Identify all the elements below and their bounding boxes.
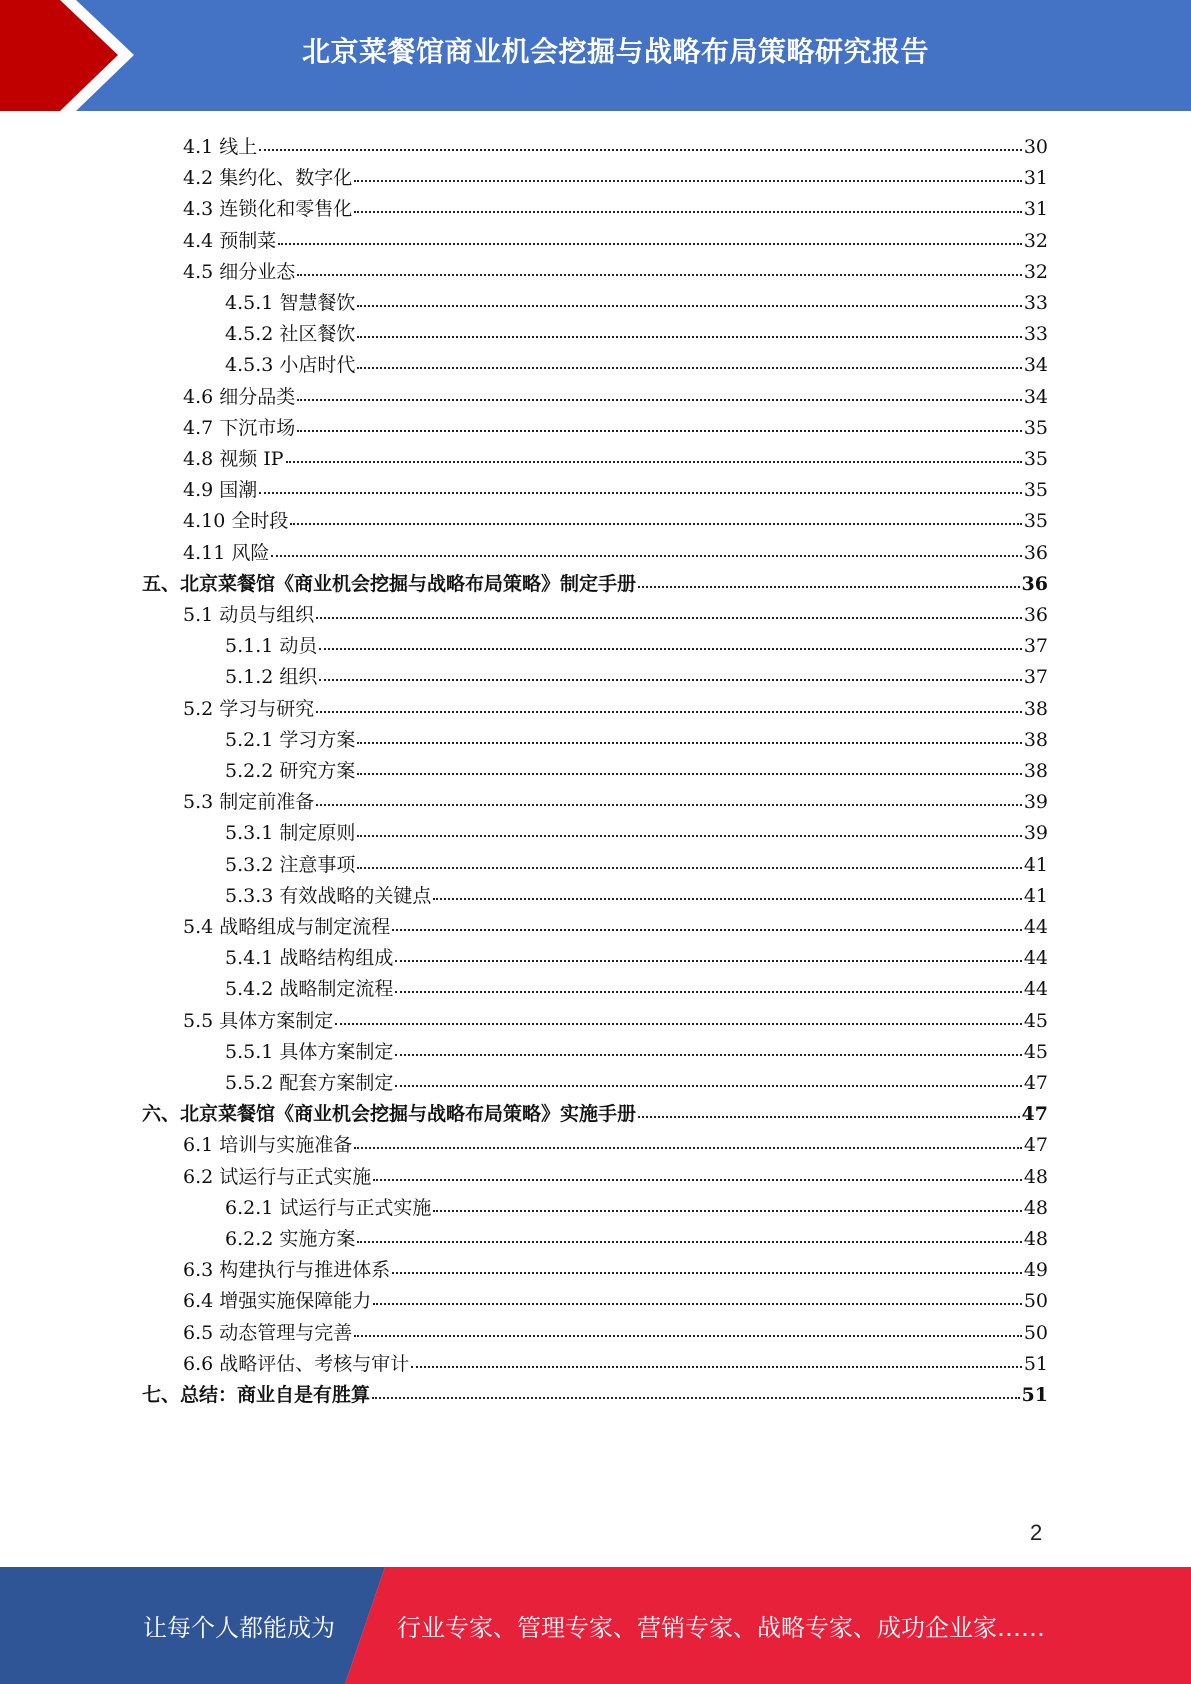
toc-dot-leader <box>395 1085 1021 1087</box>
toc-entry-page: 47 <box>1021 1103 1048 1126</box>
toc-section-entry[interactable] <box>183 907 1048 938</box>
toc-dot-leader <box>373 1303 1022 1305</box>
toc-entry-page: 51 <box>1023 1352 1048 1375</box>
toc-entry-page: 30 <box>1023 136 1048 158</box>
toc-dot-leader <box>392 929 1022 931</box>
toc-entry-page: 48 <box>1023 1196 1048 1219</box>
toc-section-entry[interactable] <box>183 127 1048 158</box>
toc-section-entry[interactable] <box>183 189 1048 220</box>
toc-entry-label: 五、北京菜餐馆《商业机会挖掘与战略布局策略》制定手册 <box>142 572 637 595</box>
toc-dot-leader <box>357 367 1021 369</box>
toc-dot-leader <box>357 742 1021 744</box>
toc-entry-page: 48 <box>1023 1228 1048 1250</box>
toc-entry-page: 33 <box>1023 292 1048 314</box>
toc-dot-leader <box>373 1179 1022 1181</box>
toc-entry-label: 4.10 全时段 <box>183 510 289 533</box>
toc-entry-page: 50 <box>1023 1290 1048 1313</box>
toc-entry-label: 5.2 学习与研究 <box>183 697 315 720</box>
page-number: 2 <box>1030 1520 1043 1545</box>
toc-entry-label: 6.3 构建执行与推进体系 <box>183 1259 391 1282</box>
toc-dot-leader <box>372 1397 1020 1399</box>
toc-section-entry[interactable] <box>183 1313 1048 1344</box>
toc-entry-label: 4.3 连锁化和零售化 <box>183 198 353 221</box>
toc-subsection-entry[interactable] <box>225 969 1048 1000</box>
toc-entry-page: 44 <box>1023 978 1048 1001</box>
toc-entry-label: 5.2.2 研究方案 <box>225 760 356 782</box>
toc-section-entry[interactable] <box>183 1125 1048 1156</box>
toc-dot-leader <box>297 274 1022 276</box>
toc-section-entry[interactable] <box>183 782 1048 813</box>
toc-chapter-entry[interactable] <box>142 1375 1048 1406</box>
toc-entry-label: 4.8 视频 IP <box>183 448 284 470</box>
toc-entry-label: 5.5.1 具体方案制定 <box>225 1040 394 1063</box>
toc-entry-page: 33 <box>1023 323 1048 346</box>
toc-entry-label: 6.5 动态管理与完善 <box>183 1321 353 1344</box>
toc-dot-leader <box>638 1116 1020 1118</box>
toc-entry-label: 4.6 细分品类 <box>183 385 296 408</box>
toc-subsection-entry[interactable] <box>225 1219 1048 1250</box>
toc-entry-label: 5.4 战略组成与制定流程 <box>183 916 391 938</box>
toc-entry-page: 35 <box>1023 416 1048 439</box>
toc-entry-label: 4.11 风险 <box>183 541 270 564</box>
toc-dot-leader <box>278 243 1022 245</box>
toc-dot-leader <box>354 1335 1022 1337</box>
toc-entry-page: 49 <box>1023 1259 1048 1282</box>
toc-dot-leader <box>319 679 1021 681</box>
toc-dot-leader <box>297 430 1022 432</box>
toc-dot-leader <box>638 586 1020 588</box>
toc-section-entry[interactable] <box>183 221 1048 252</box>
toc-dot-leader <box>316 617 1022 619</box>
toc-entry-page: 39 <box>1023 791 1048 814</box>
toc-entry-label: 5.1.2 组织 <box>225 666 318 689</box>
toc-dot-leader <box>354 180 1022 182</box>
toc-entry-label: 6.1 培训与实施准备 <box>183 1134 353 1157</box>
toc-entry-label: 5.3 制定前准备 <box>183 791 315 814</box>
toc-entry-label: 5.4.1 战略结构组成 <box>225 947 394 970</box>
toc-entry-page: 41 <box>1023 884 1048 907</box>
toc-dot-leader <box>433 1210 1021 1212</box>
toc-subsection-entry[interactable] <box>225 1063 1048 1094</box>
toc-entry-label: 5.4.2 战略制定流程 <box>225 978 394 1001</box>
toc-entry-label: 5.5.2 配套方案制定 <box>225 1072 394 1094</box>
toc-entry-label: 4.5 细分业态 <box>183 260 296 283</box>
toc-dot-leader <box>259 149 1022 151</box>
toc-subsection-entry[interactable] <box>225 845 1048 876</box>
toc-chapter-entry[interactable] <box>142 564 1048 595</box>
toc-section-entry[interactable] <box>183 1281 1048 1312</box>
toc-entry-page: 39 <box>1023 822 1048 845</box>
toc-entry-page: 45 <box>1023 1040 1048 1063</box>
toc-subsection-entry[interactable] <box>225 751 1048 782</box>
toc-subsection-entry[interactable] <box>225 1188 1048 1219</box>
document-title: 北京菜餐馆商业机会挖掘与战略布局策略研究报告 <box>301 35 929 68</box>
toc-entry-page: 36 <box>1023 541 1048 564</box>
toc-entry-page: 38 <box>1023 760 1048 782</box>
toc-dot-leader <box>357 336 1021 338</box>
toc-dot-leader <box>357 867 1021 869</box>
toc-entry-page: 36 <box>1021 572 1048 595</box>
toc-entry-page: 37 <box>1023 635 1048 658</box>
toc-section-entry[interactable] <box>183 689 1048 720</box>
toc-entry-page: 38 <box>1023 728 1048 751</box>
toc-subsection-entry[interactable] <box>225 626 1048 657</box>
toc-dot-leader <box>354 211 1022 213</box>
toc-section-entry[interactable] <box>183 408 1048 439</box>
toc-entry-label: 5.3.2 注意事项 <box>225 853 356 876</box>
toc-dot-leader <box>357 773 1021 775</box>
toc-subsection-entry[interactable] <box>225 283 1048 314</box>
toc-section-entry[interactable] <box>183 501 1048 532</box>
toc-entry-page: 44 <box>1023 916 1048 938</box>
header-bar <box>0 0 1191 111</box>
toc-dot-leader <box>395 991 1021 993</box>
toc-entry-page: 31 <box>1023 167 1048 190</box>
toc-entry-label: 七、总结：商业自是有胜算 <box>142 1384 371 1406</box>
toc-section-entry[interactable] <box>183 1344 1048 1375</box>
toc-entry-page: 36 <box>1023 604 1048 626</box>
toc-entry-label: 4.1 线上 <box>183 136 258 158</box>
toc-section-entry[interactable] <box>183 158 1048 189</box>
toc-entry-label: 6.2.1 试运行与正式实施 <box>225 1196 432 1219</box>
footer-slogan-right: 行业专家、管理专家、营销专家、战略专家、成功企业家…… <box>397 1614 1045 1642</box>
toc-dot-leader <box>297 399 1022 401</box>
toc-entry-label: 4.5.2 社区餐饮 <box>225 323 356 346</box>
toc-entry-label: 5.5 具体方案制定 <box>183 1009 334 1032</box>
toc-entry-label: 5.3.3 有效战略的关键点 <box>225 884 432 907</box>
toc-subsection-entry[interactable] <box>225 813 1048 844</box>
toc-entry-page: 45 <box>1023 1009 1048 1032</box>
toc-dot-leader <box>411 1366 1022 1368</box>
footer-bar <box>0 1567 1191 1684</box>
toc-dot-leader <box>259 492 1022 494</box>
toc-section-entry[interactable] <box>183 439 1048 470</box>
toc-entry-label: 4.5.1 智慧餐饮 <box>225 292 356 314</box>
toc-dot-leader <box>354 1147 1022 1149</box>
toc-subsection-entry[interactable] <box>225 657 1048 688</box>
toc-entry-label: 6.4 增强实施保障能力 <box>183 1290 372 1313</box>
toc-entry-label: 5.1.1 动员 <box>225 635 318 658</box>
toc-entry-label: 4.2 集约化、数字化 <box>183 167 353 190</box>
toc-entry-page: 47 <box>1023 1072 1048 1094</box>
toc-dot-leader <box>395 1054 1021 1056</box>
toc-section-entry[interactable] <box>183 377 1048 408</box>
toc-entry-page: 41 <box>1023 853 1048 876</box>
toc-entry-label: 4.4 预制菜 <box>183 229 277 252</box>
toc-dot-leader <box>357 1241 1021 1243</box>
toc-entry-page: 51 <box>1021 1384 1048 1406</box>
toc-entry-label: 4.9 国潮 <box>183 479 258 502</box>
toc-entry-page: 35 <box>1023 510 1048 533</box>
toc-dot-leader <box>357 305 1021 307</box>
toc-entry-page: 44 <box>1023 947 1048 970</box>
toc-entry-page: 35 <box>1023 448 1048 470</box>
toc-entry-label: 4.5.3 小店时代 <box>225 354 356 377</box>
footer-slogan-left: 让每个人都能成为 <box>143 1614 335 1642</box>
toc-subsection-entry[interactable] <box>225 314 1048 345</box>
toc-dot-leader <box>357 835 1021 837</box>
toc-dot-leader <box>271 555 1021 557</box>
toc-entry-page: 47 <box>1023 1134 1048 1157</box>
toc-subsection-entry[interactable] <box>225 345 1048 376</box>
toc-dot-leader <box>433 898 1021 900</box>
toc-dot-leader <box>319 648 1021 650</box>
toc-entry-label: 六、北京菜餐馆《商业机会挖掘与战略布局策略》实施手册 <box>142 1103 637 1126</box>
toc-entry-page: 50 <box>1023 1321 1048 1344</box>
toc-entry-page: 32 <box>1023 260 1048 283</box>
toc-dot-leader <box>392 1272 1022 1274</box>
toc-entry-page: 34 <box>1023 385 1048 408</box>
chevron-logo-icon <box>0 0 160 111</box>
toc-entry-label: 6.2 试运行与正式实施 <box>183 1165 372 1188</box>
toc-entry-label: 6.6 战略评估、考核与审计 <box>183 1352 410 1375</box>
toc-subsection-entry[interactable] <box>225 876 1048 907</box>
toc-dot-leader <box>316 804 1022 806</box>
toc-section-entry[interactable] <box>183 1157 1048 1188</box>
toc-section-entry[interactable] <box>183 1001 1048 1032</box>
toc-entry-label: 5.1 动员与组织 <box>183 604 315 626</box>
toc-entry-page: 31 <box>1023 198 1048 221</box>
toc-dot-leader <box>335 1023 1022 1025</box>
toc-section-entry[interactable] <box>183 252 1048 283</box>
toc-dot-leader <box>395 960 1021 962</box>
toc-entry-page: 32 <box>1023 229 1048 252</box>
toc-subsection-entry[interactable] <box>225 938 1048 969</box>
toc-entry-page: 38 <box>1023 697 1048 720</box>
toc-entry-label: 5.3.1 制定原则 <box>225 822 356 845</box>
toc-subsection-entry[interactable] <box>225 1032 1048 1063</box>
toc-entry-label: 6.2.2 实施方案 <box>225 1228 356 1250</box>
toc-section-entry[interactable] <box>183 1250 1048 1281</box>
toc-entry-page: 34 <box>1023 354 1048 377</box>
toc-entry-page: 48 <box>1023 1165 1048 1188</box>
toc-section-entry[interactable] <box>183 470 1048 501</box>
toc-entry-label: 4.7 下沉市场 <box>183 416 296 439</box>
toc-dot-leader <box>316 711 1022 713</box>
toc-entry-page: 35 <box>1023 479 1048 502</box>
toc-chapter-entry[interactable] <box>142 1094 1048 1125</box>
toc-section-entry[interactable] <box>183 533 1048 564</box>
toc-section-entry[interactable] <box>183 595 1048 626</box>
toc-dot-leader <box>286 461 1022 463</box>
toc-entry-label: 5.2.1 学习方案 <box>225 728 356 751</box>
toc-entry-page: 37 <box>1023 666 1048 689</box>
toc-dot-leader <box>290 523 1021 525</box>
toc-subsection-entry[interactable] <box>225 720 1048 751</box>
